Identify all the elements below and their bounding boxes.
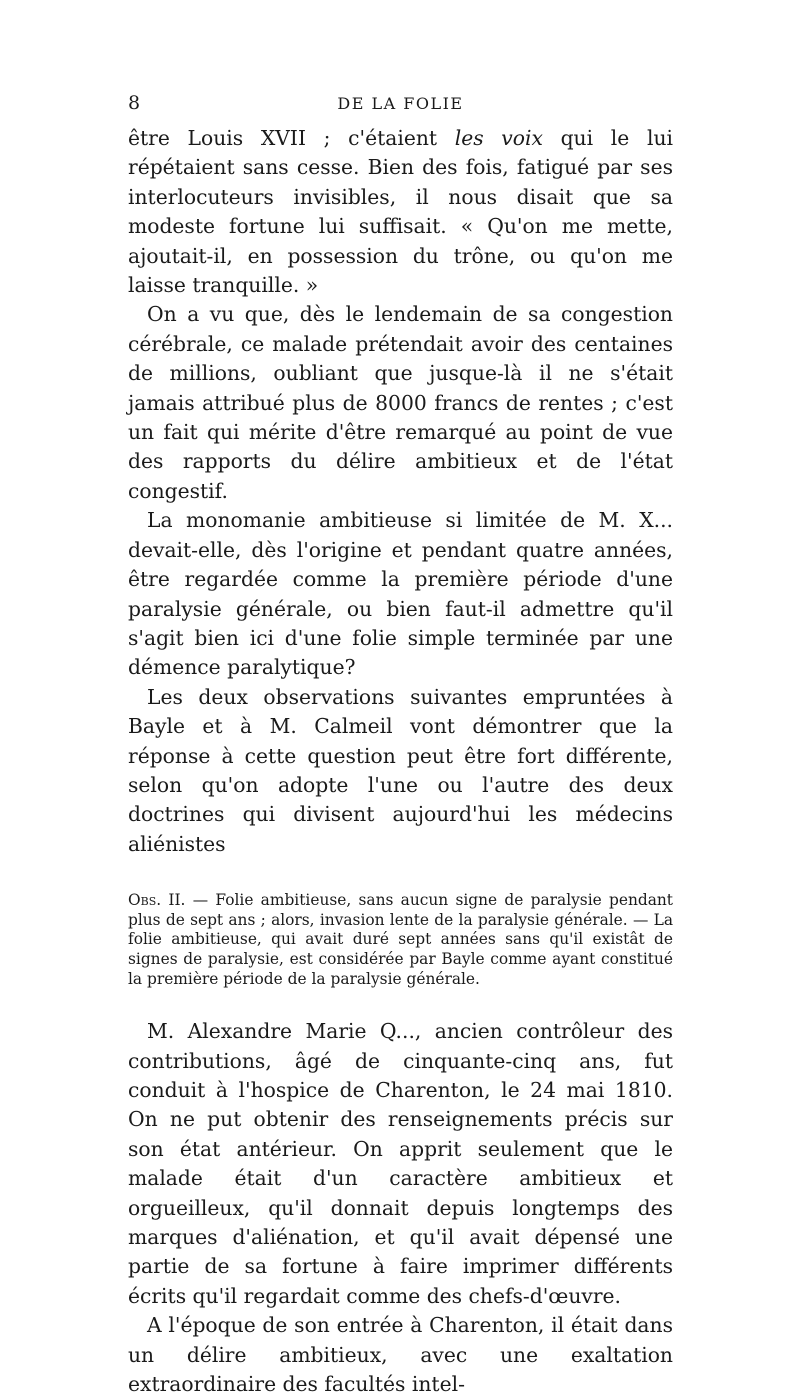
- paragraph-1-start: être Louis XVII ; c'étaient: [128, 126, 455, 150]
- page-body: [128, 124, 673, 1399]
- paragraph-6: A l'époque de son entrée à Charenton, il était dans un délire ambitieux, avec une exaltation extraordinaire des facultés intel-: [128, 1313, 673, 1396]
- paragraph-2: On a vu que, dès le lendemain de sa congestion cérébrale, ce malade prétendait avoir des centaines de millions, oubliant que jusque-là il ne s'était jamais attribué plus de 8000 francs de rentes ; c'est un fait qui mérite d'être remarqué au point de vue des rapports du délire ambitieux et de l'état congestif.: [128, 302, 673, 503]
- observation-summary: — Folie ambitieuse, sans aucun signe de paralysie pendant plus de sept ans ; alors, invasion lente de la paralysie générale. — La folie ambitieuse, qui avait duré sept années sans qu'il existât de signes de paralysie, est considérée par Bayle comme ayant constitué la première période de la paralysie générale.: [128, 891, 673, 988]
- observation-label: Obs. II.: [128, 891, 186, 910]
- paragraph-4: Les deux observations suivantes empruntées à Bayle et à M. Calmeil vont démontrer que la réponse à cette question peut être fort différente, selon qu'on adopte l'une ou l'autre des deux doctrines qui divisent aujourd'hui les médecins aliénistes: [128, 684, 673, 856]
- page-header: [128, 92, 673, 118]
- paragraph-1-end: qui le lui répétaient sans cesse. Bien des fois, fatigué par ses interlocuteurs invisibles, il nous disait que sa modeste fortune lui suffisait. « Qu'on me mette, ajoutait-il, en possession du trône, ou qu'on me laisse tranquille. »: [128, 126, 673, 298]
- paragraph-5: M. Alexandre Marie Q..., ancien contrôleur des contributions, âgé de cinquante-cinq ans, fut conduit à l'hospice de Charenton, le 24 mai 1810. On ne put obtenir des renseignements précis sur son état antérieur. On apprit seulement que le malade était d'un caractère ambitieux et orgueilleux, qu'il donnait depuis longtemps des marques d'aliénation, et qu'il avait dépensé une partie de sa fortune à faire imprimer différents écrits qu'il regardait comme des chefs-d'œuvre.: [128, 1019, 673, 1308]
- page-number: 8: [128, 92, 141, 114]
- paragraph-1-emphasis: les voix: [454, 126, 543, 150]
- paragraph-1: [128, 124, 673, 300]
- observation-heading: [128, 891, 673, 989]
- running-head: DE LA FOLIE: [337, 94, 464, 113]
- paragraph-3: La monomanie ambitieuse si limitée de M. X... devait-elle, dès l'origine et pendant quatre années, être regardée comme la première période d'une paralysie générale, ou bien faut-il admettre qu'il s'agit bien ici d'une folie simple terminée par une démence paralytique?: [128, 508, 673, 680]
